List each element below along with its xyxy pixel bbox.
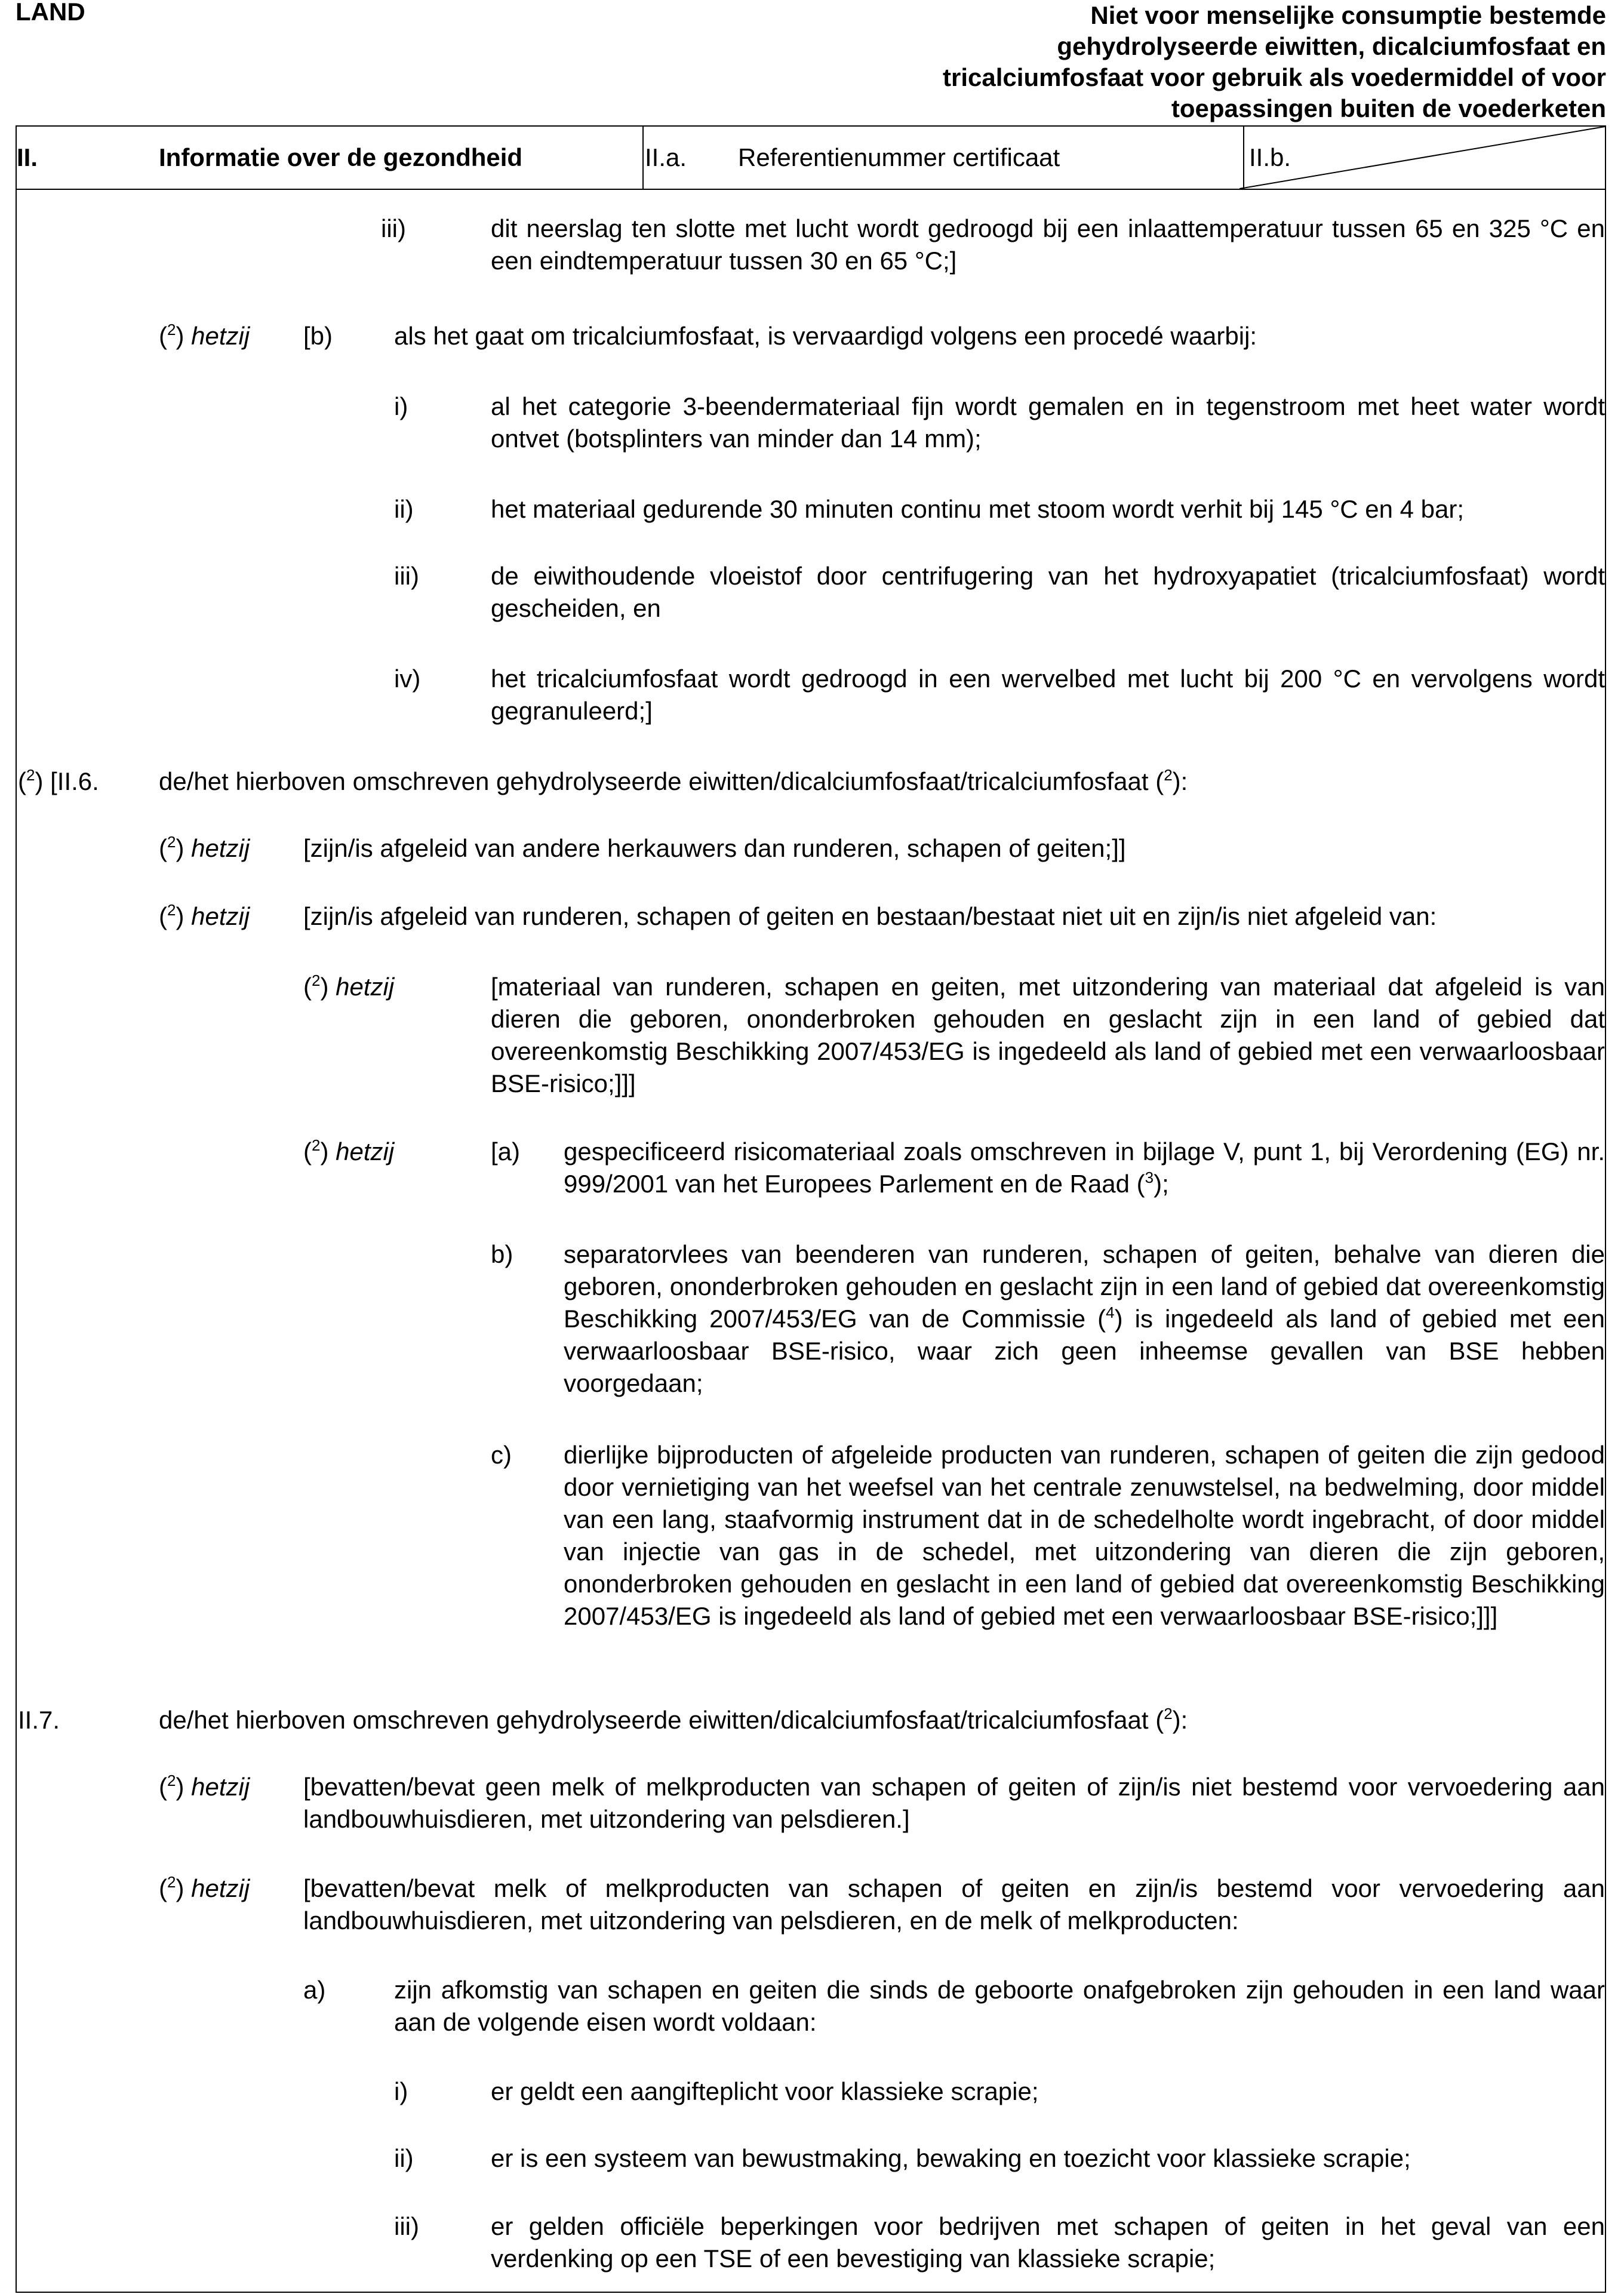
item-label: ii) [394, 495, 414, 523]
country-label: LAND [16, 0, 85, 26]
paragraph: [bevatten/bevat geen melk of melkproducten van schapen of geiten of zijn/is niet bestemd voor vervoedering aan landbouwhuisdieren, met uitzondering van pelsdieren.] [303, 1773, 1605, 1833]
paragraph: als het gaat om tricalciumfosfaat, is vervaardigd volgens een procedé waarbij: [394, 322, 1257, 350]
paragraph: separatorvlees van beenderen van runderen, schapen of geiten, behalve van dieren die geboren, ononderbroken gehouden en geslacht zijn in een land of gebied dat overeenkomstig Beschikking 2007/453/EG van de Commissie ($^4$) is ingedeeld als land of gebied met een verwaarloosbaar BSE-risico, waar zich geen inheemse gevallen van BSE hebben voorgedaan; [564, 1240, 1605, 1397]
paragraph: de/het hierboven omschreven gehydrolyseerde eiwitten/dicalciumfosfaat/tricalciumfosfaat ($^2$): [159, 766, 1188, 795]
title-line: tricalciumfosfaat voor gebruik als voedermiddel of voor [943, 63, 1606, 91]
item-label: [a) [491, 1137, 521, 1166]
item-label: iii) [381, 214, 406, 242]
paragraph: gespecificeerd risicomateriaal zoals omschreven in bijlage V, punt 1, bij Verordening (EG) nr. 999/2001 van het Europees Parlement en de Raad ($^3$); [564, 1137, 1605, 1198]
paragraph: het materiaal gedurende 30 minuten continu met stoom wordt verhit bij 145 °C en 4 bar; [491, 495, 1465, 523]
title-line: gehydrolyseerde eiwitten, dicalciumfosfaat en [1057, 32, 1606, 60]
item-label: a) [303, 1976, 326, 2004]
paragraph: er gelden officiële beperkingen voor bedrijven met schapen of geiten in het geval van een verdenking op een TSE of een bevestiging van klassieke scrapie; [491, 2212, 1605, 2273]
item-label: iii) [394, 562, 419, 590]
paragraph: zijn afkomstig van schapen en geiten die sinds de geboorte onafgebroken zijn gehouden in een land waar aan de volgende eisen wordt voldaan: [394, 1976, 1605, 2036]
item-label: c) [491, 1441, 512, 1469]
ref-label: Referentienummer certificaat [738, 143, 1060, 171]
note-hetzij: ($^2$) hetzij [159, 901, 250, 930]
paragraph: al het categorie 3-beendermateriaal fijn wordt gemalen en in tegenstroom met heet water wordt ontvet (botsplinters van minder dan 14 mm); [491, 392, 1605, 453]
note-marker: ($^2$) [II.6. [18, 766, 99, 795]
paragraph: er is een systeem van bewustmaking, bewaking en toezicht voor klassieke scrapie; [491, 2144, 1411, 2172]
item-label: iii) [394, 2212, 419, 2240]
item-label: iv) [394, 665, 421, 693]
item-label: [b) [303, 322, 333, 350]
paragraph: [zijn/is afgeleid van andere herkauwers dan runderen, schapen of geiten;]] [303, 834, 1126, 862]
note-hetzij: ($^2$) hetzij [303, 971, 395, 1001]
note-hetzij: ($^2$) hetzij [303, 1136, 395, 1166]
ref-code: II.a. [645, 143, 687, 171]
note-hetzij: ($^2$) hetzij [159, 1873, 250, 1902]
paragraph: de eiwithoudende vloeistof door centrifugering van het hydroxyapatiet (tricalciumfosfaat) wordt gescheiden, en [491, 562, 1605, 622]
note-hetzij: ($^2$) hetzij [159, 1772, 250, 1801]
section-number: II. [17, 143, 38, 171]
diagonal-line [1239, 127, 1605, 189]
title-line: Niet voor menselijke consumptie bestemde [1090, 1, 1606, 29]
note-hetzij: ($^2$) hetzij [159, 833, 250, 862]
item-label: ii) [394, 2144, 414, 2172]
paragraph: [zijn/is afgeleid van runderen, schapen of geiten en bestaan/bestaat niet uit en zijn/is niet afgeleid van: [303, 902, 1437, 930]
item-label: i) [394, 2077, 408, 2105]
note-hetzij: ($^2$) hetzij [159, 321, 250, 350]
sub-code: II.b. [1249, 143, 1291, 171]
item-label: i) [394, 392, 408, 420]
item-label: II.7. [18, 1706, 60, 1734]
paragraph: dit neerslag ten slotte met lucht wordt gedroogd bij een inlaattemperatuur tussen 65 en 325 °C en een eindtemperatuur tussen 30 en 65 °C;] [491, 214, 1605, 275]
paragraph: [materiaal van runderen, schapen en geiten, met uitzondering van materiaal dat afgeleid is van dieren die geboren, ononderbroken gehouden en geslacht zijn in een land of gebied dat overeenkomstig Beschikking 2007/453/EG is ingedeeld als land of gebied met een verwaarloosbaar BSE-risico;]]] [491, 973, 1605, 1097]
divider [642, 127, 644, 189]
certificate-title [770, 0, 1606, 124]
section-bar [17, 127, 1605, 190]
paragraph: dierlijke bijproducten of afgeleide producten van runderen, schapen of geiten die zijn gedood door vernietiging van het weefsel van het centrale zenuwstelsel, na bedwelming, door middel van een lang, staafvormig instrument dat in de schedelholte wordt ingebracht, of door middel van injectie van gas in de schedel, met uitzondering van dieren die zijn geboren, ononderbroken gehouden en geslacht in een land of gebied dat overeenkomstig Beschikking 2007/453/EG is ingedeeld als land of gebied met een verwaarloosbaar BSE-risico;]]] [564, 1441, 1605, 1630]
paragraph: het tricalciumfosfaat wordt gedroogd in een wervelbed met lucht bij 200 °C en vervolgens wordt gegranuleerd;] [491, 665, 1605, 725]
item-label: b) [491, 1240, 513, 1268]
paragraph: [bevatten/bevat melk of melkproducten van schapen of geiten en zijn/is bestemd voor vervoedering aan landbouwhuisdieren, met uitzondering van pelsdieren, en de melk of melkproducten: [303, 1874, 1605, 1935]
title-line: toepassingen buiten de voederketen [1171, 94, 1606, 122]
paragraph: er geldt een aangifteplicht voor klassieke scrapie; [491, 2077, 1039, 2105]
paragraph: de/het hierboven omschreven gehydrolyseerde eiwitten/dicalciumfosfaat/tricalciumfosfaat ($^2$): [159, 1705, 1188, 1734]
section-title: Informatie over de gezondheid [159, 143, 523, 171]
